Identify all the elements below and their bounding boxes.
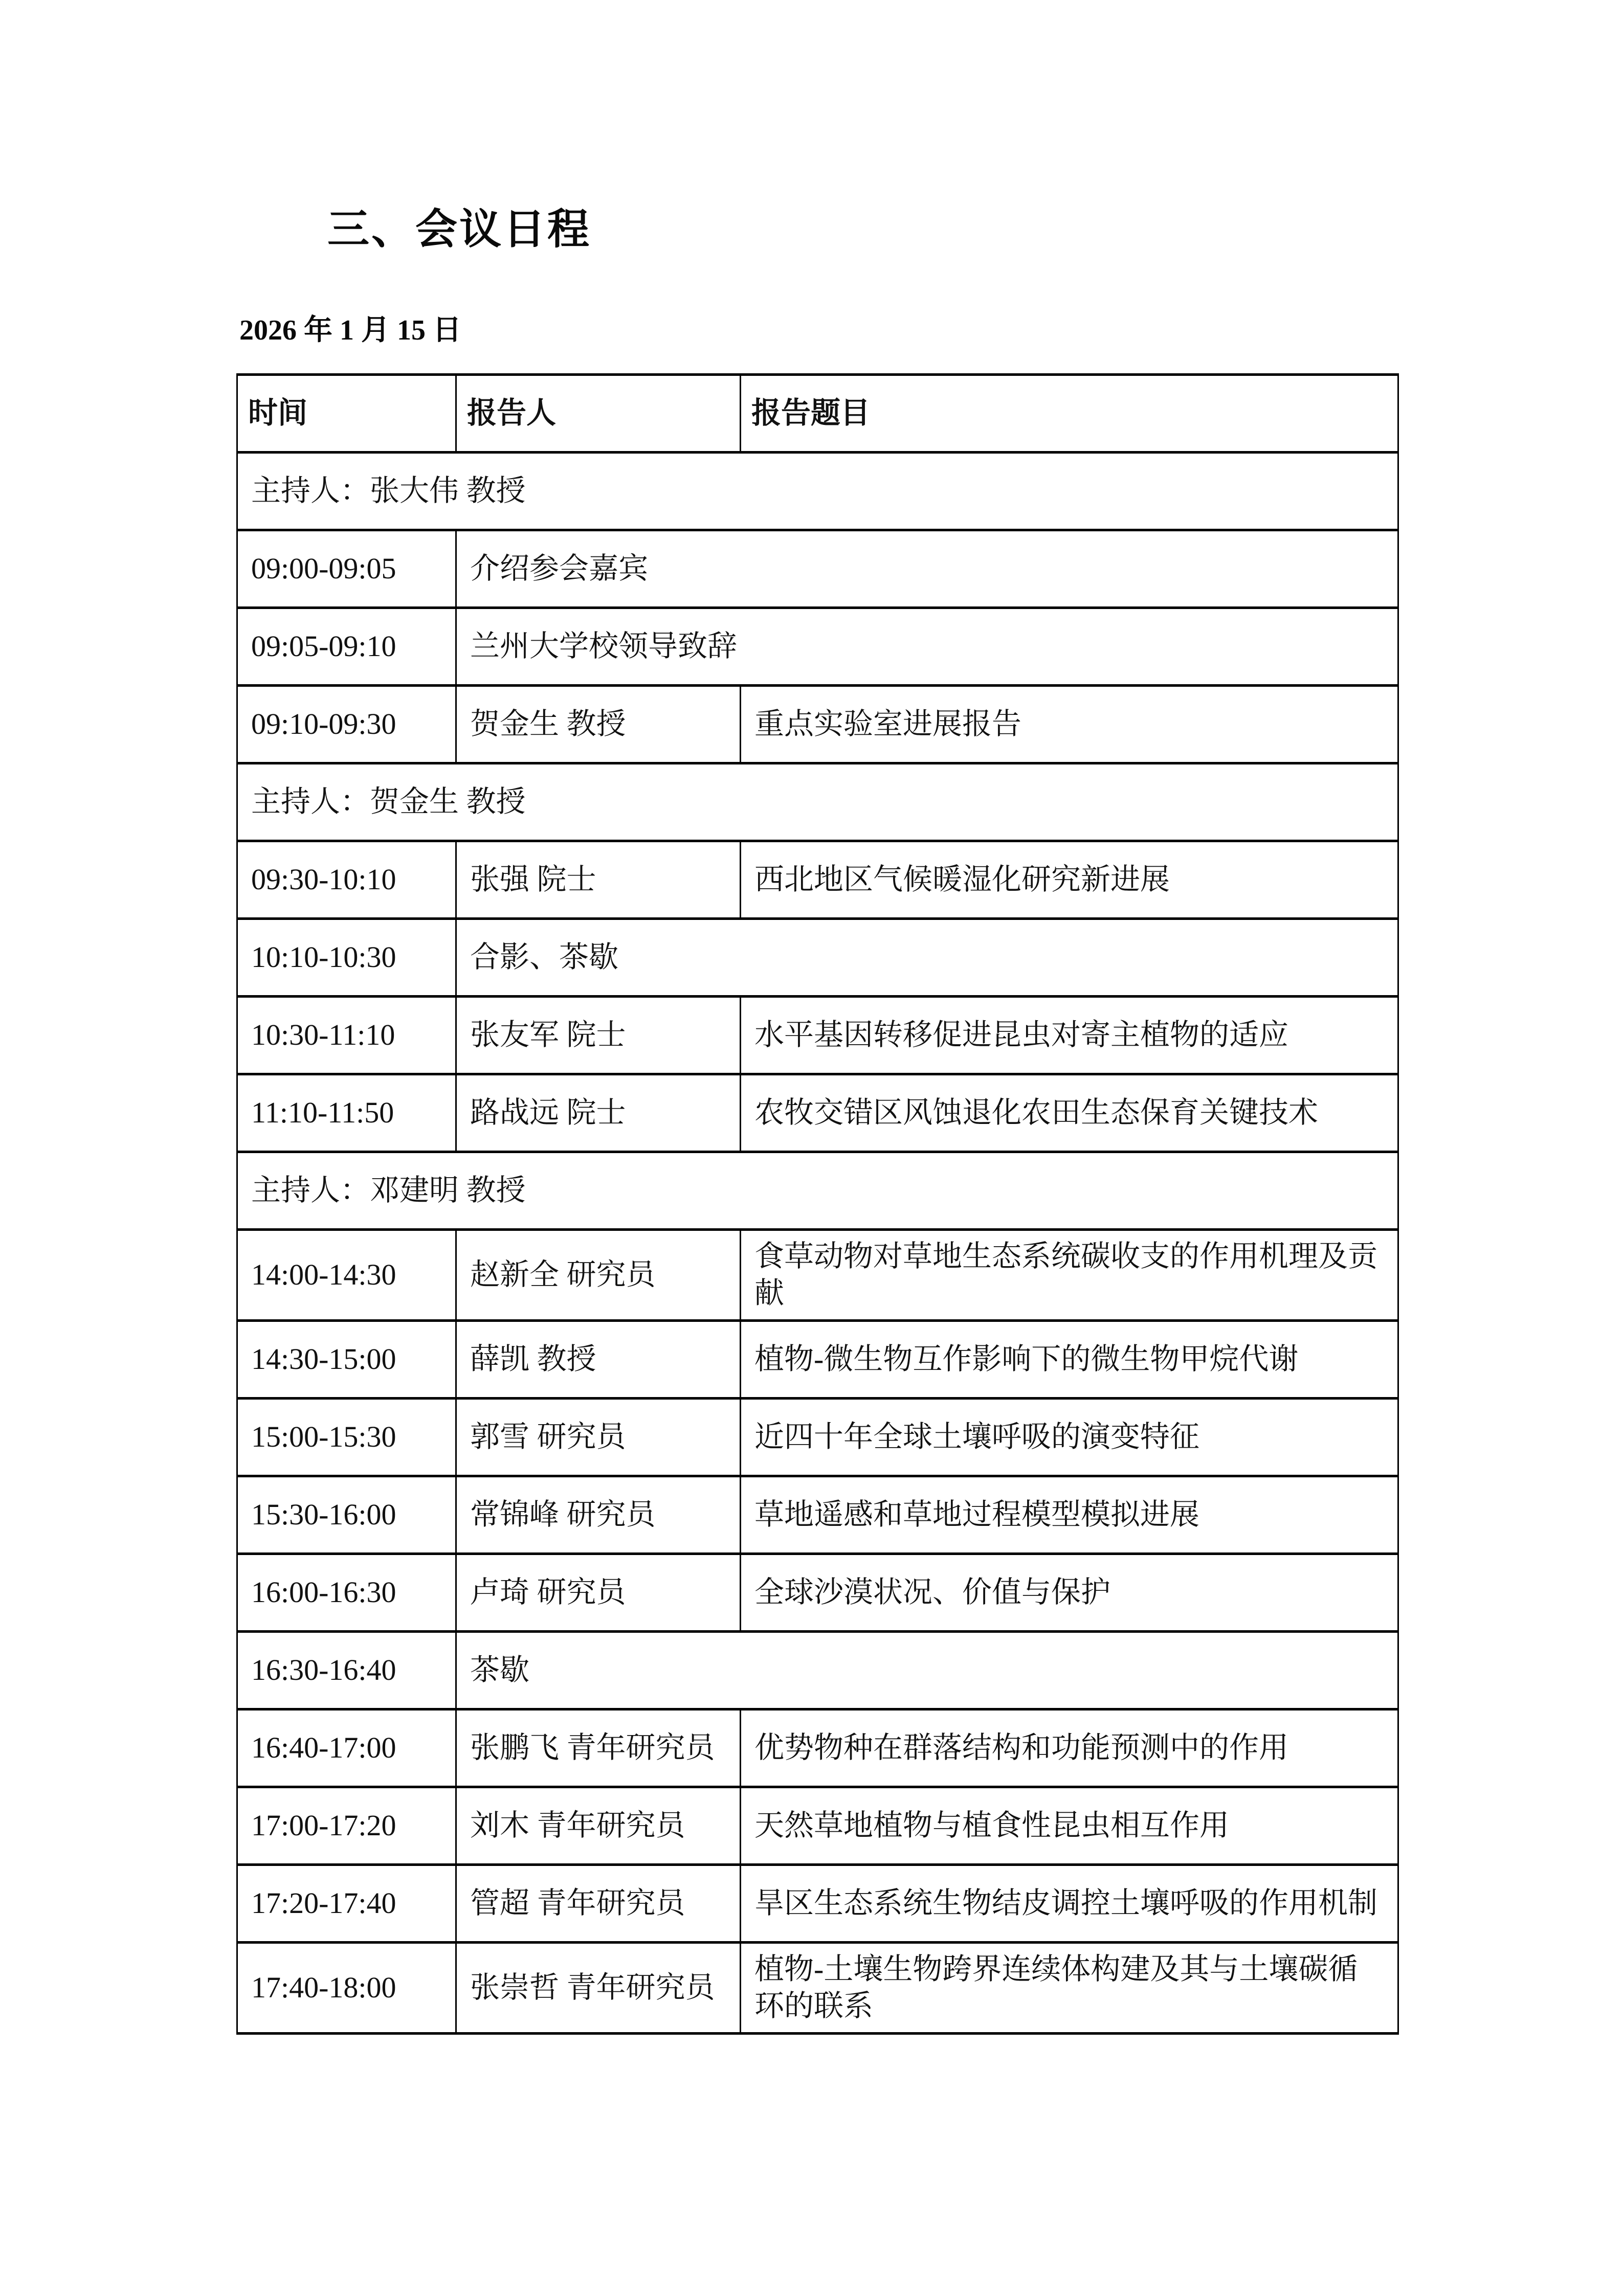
table-row: [237, 1554, 1398, 1631]
topic-cell: 旱区生态系统生物结皮调控土壤呼吸的作用机制: [741, 1864, 1398, 1942]
chair-cell: 主持人：张大伟 教授: [237, 452, 1398, 530]
table-row: [237, 685, 1398, 763]
chair-row: [237, 452, 1398, 530]
speaker-cell: 刘木 青年研究员: [456, 1787, 741, 1864]
time-cell: 15:30-16:00: [237, 1476, 456, 1554]
speaker-cell: 赵新全 研究员: [456, 1229, 741, 1320]
time-cell: 14:00-14:30: [237, 1229, 456, 1320]
chair-row: [237, 1152, 1398, 1229]
time-cell: 17:00-17:20: [237, 1787, 456, 1864]
speaker-cell: 路战远 院士: [456, 1074, 741, 1152]
table-row: [237, 1320, 1398, 1398]
topic-cell: 草地遥感和草地过程模型模拟进展: [741, 1476, 1398, 1554]
time-cell: 09:10-09:30: [237, 685, 456, 763]
table-row: [237, 996, 1398, 1074]
table-row: [237, 1074, 1398, 1152]
time-cell: 17:20-17:40: [237, 1864, 456, 1942]
table-row: [237, 1398, 1398, 1476]
chair-cell: 主持人：贺金生 教授: [237, 763, 1398, 841]
merged-content-cell: 兰州大学校领导致辞: [456, 607, 1398, 685]
speaker-cell: 张崇哲 青年研究员: [456, 1942, 741, 2033]
chair-row: [237, 763, 1398, 841]
merged-content-cell: 茶歇: [456, 1631, 1398, 1709]
table-row: [237, 918, 1398, 996]
speaker-cell: 张强 院士: [456, 841, 741, 918]
topic-cell: 西北地区气候暖湿化研究新进展: [741, 841, 1398, 918]
topic-cell: 优势物种在群落结构和功能预测中的作用: [741, 1709, 1398, 1787]
section-title: 三、会议日程: [327, 206, 592, 253]
table-row: [237, 607, 1398, 685]
table-row: [237, 1476, 1398, 1554]
chair-cell: 主持人：邓建明 教授: [237, 1152, 1398, 1229]
table-header-row: [237, 374, 1398, 452]
time-cell: 16:40-17:00: [237, 1709, 456, 1787]
time-cell: 09:05-09:10: [237, 607, 456, 685]
speaker-cell: 张友军 院士: [456, 996, 741, 1074]
merged-content-cell: 合影、茶歇: [456, 918, 1398, 996]
speaker-cell: 张鹏飞 青年研究员: [456, 1709, 741, 1787]
speaker-cell: 卢琦 研究员: [456, 1554, 741, 1631]
time-cell: 09:00-09:05: [237, 530, 456, 607]
time-cell: 16:30-16:40: [237, 1631, 456, 1709]
topic-cell: 植物-土壤生物跨界连续体构建及其与土壤碳循环的联系: [741, 1942, 1398, 2033]
speaker-cell: 贺金生 教授: [456, 685, 741, 763]
topic-cell: 近四十年全球土壤呼吸的演变特征: [741, 1398, 1398, 1476]
header-speaker: 报告人: [456, 374, 741, 452]
table-row: [237, 841, 1398, 918]
header-topic: 报告题目: [741, 374, 1398, 452]
table-row: [237, 1709, 1398, 1787]
speaker-cell: 郭雪 研究员: [456, 1398, 741, 1476]
table-row: [237, 1864, 1398, 1942]
date-heading: 2026 年 1 月 15 日: [239, 314, 461, 346]
table-row: [237, 1229, 1398, 1320]
time-cell: 10:30-11:10: [237, 996, 456, 1074]
time-cell: 17:40-18:00: [237, 1942, 456, 2033]
topic-cell: 全球沙漠状况、价值与保护: [741, 1554, 1398, 1631]
speaker-cell: 常锦峰 研究员: [456, 1476, 741, 1554]
header-time: 时间: [237, 374, 456, 452]
speaker-cell: 薛凯 教授: [456, 1320, 741, 1398]
topic-cell: 天然草地植物与植食性昆虫相互作用: [741, 1787, 1398, 1864]
time-cell: 11:10-11:50: [237, 1074, 456, 1152]
table-row: [237, 530, 1398, 607]
merged-content-cell: 介绍参会嘉宾: [456, 530, 1398, 607]
table-row: [237, 1631, 1398, 1709]
page-content: [236, 204, 1397, 2035]
time-cell: 14:30-15:00: [237, 1320, 456, 1398]
time-cell: 16:00-16:30: [237, 1554, 456, 1631]
topic-cell: 水平基因转移促进昆虫对寄主植物的适应: [741, 996, 1398, 1074]
table-row: [237, 1787, 1398, 1864]
time-cell: 15:00-15:30: [237, 1398, 456, 1476]
topic-cell: 重点实验室进展报告: [741, 685, 1398, 763]
topic-cell: 植物-微生物互作影响下的微生物甲烷代谢: [741, 1320, 1398, 1398]
time-cell: 09:30-10:10: [237, 841, 456, 918]
speaker-cell: 管超 青年研究员: [456, 1864, 741, 1942]
table-row: [237, 1942, 1398, 2033]
schedule-table: [236, 373, 1399, 2035]
topic-cell: 农牧交错区风蚀退化农田生态保育关键技术: [741, 1074, 1398, 1152]
topic-cell: 食草动物对草地生态系统碳收支的作用机理及贡献: [741, 1229, 1398, 1320]
time-cell: 10:10-10:30: [237, 918, 456, 996]
